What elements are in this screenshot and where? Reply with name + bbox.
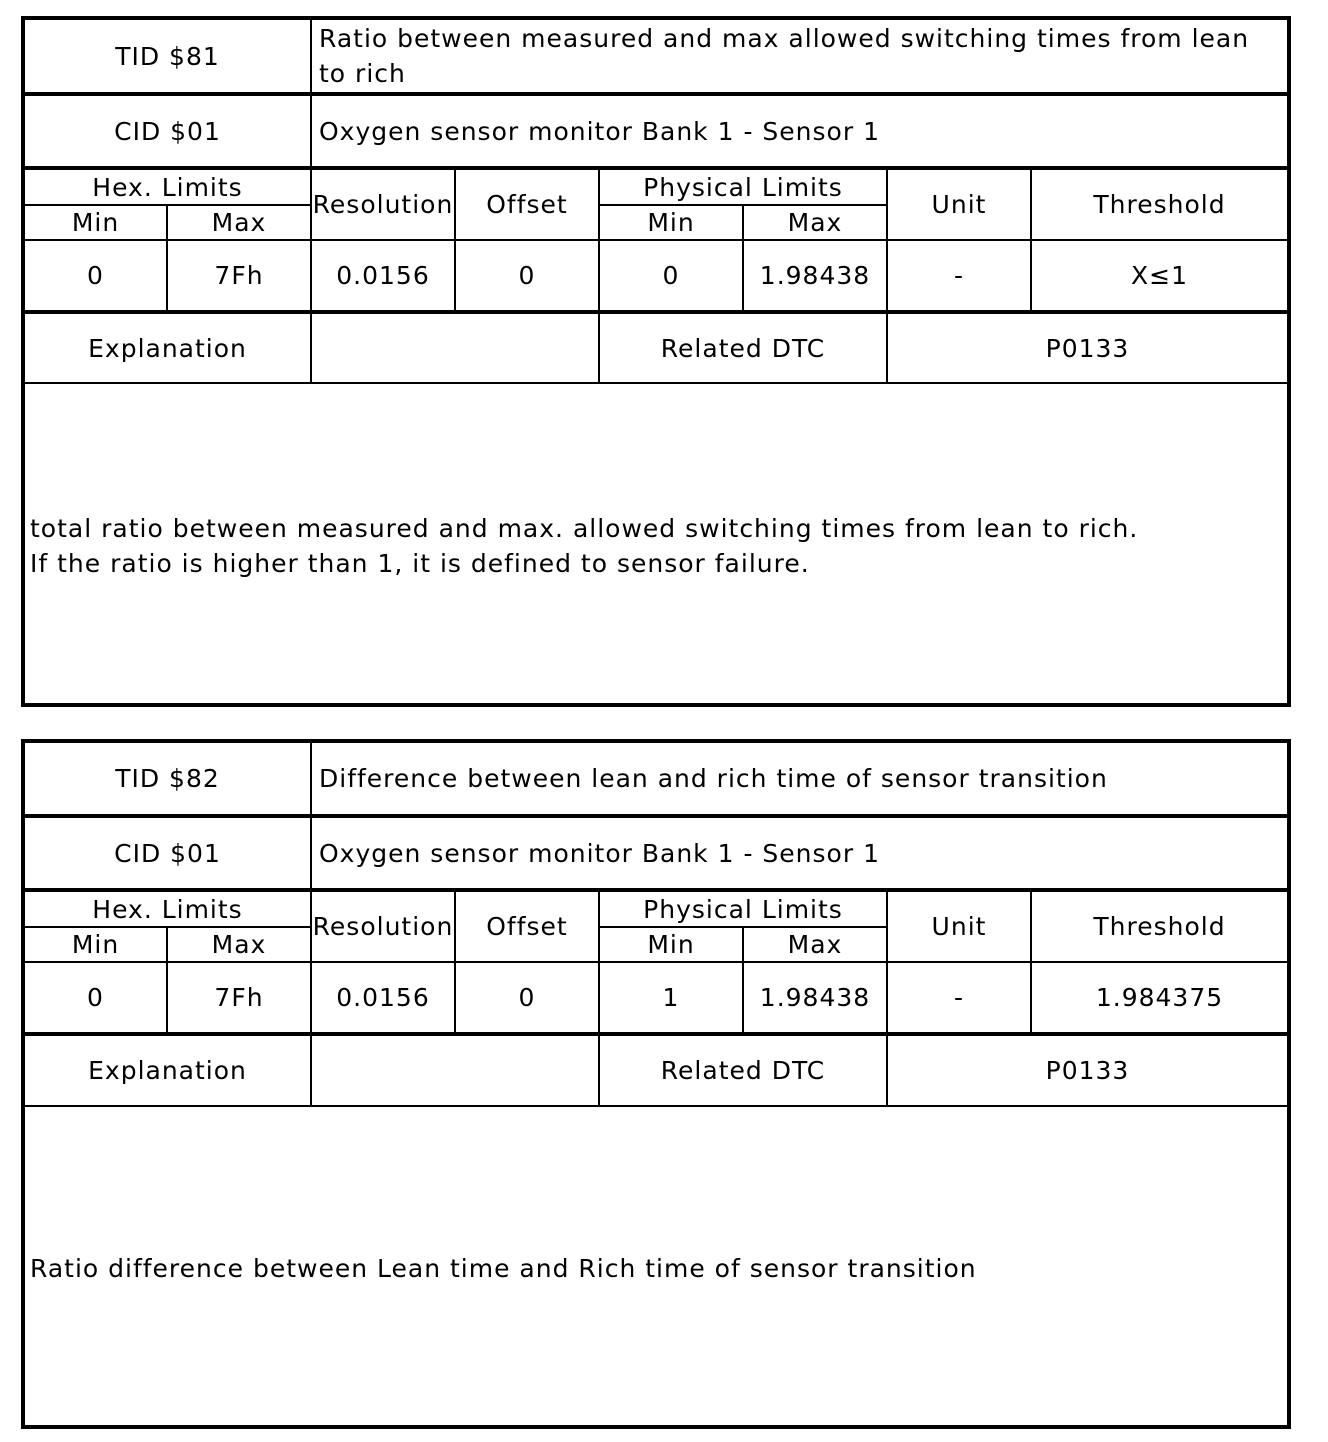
threshold-header: Threshold bbox=[1093, 912, 1226, 941]
physical-limits-header: Physical Limits bbox=[643, 172, 843, 202]
hex-min-value: 0 bbox=[87, 983, 104, 1012]
phys-min-value: 1 bbox=[662, 983, 680, 1012]
cid-description: Oxygen sensor monitor Bank 1 - Sensor 1 bbox=[319, 838, 880, 868]
divider bbox=[25, 382, 1287, 384]
explanation-value bbox=[312, 314, 598, 382]
test-table-tid-81 bbox=[21, 16, 1291, 707]
hex-min-header: Min bbox=[71, 208, 120, 237]
unit-value: - bbox=[953, 983, 965, 1012]
offset-header: Offset bbox=[486, 190, 568, 219]
resolution-header: Resolution bbox=[312, 912, 454, 941]
hex-min-value: 0 bbox=[87, 261, 104, 290]
phys-max-value: 1.98438 bbox=[759, 261, 871, 290]
tid-label: TID $81 bbox=[115, 41, 220, 71]
unit-header: Unit bbox=[931, 912, 987, 941]
cid-label: CID $01 bbox=[114, 838, 221, 868]
phys-max-header: Max bbox=[787, 208, 843, 237]
explanation-text: Ratio difference between Lean time and Rich time of sensor transition bbox=[30, 1254, 977, 1283]
physical-limits-header: Physical Limits bbox=[643, 894, 843, 924]
offset-value: 0 bbox=[518, 261, 536, 290]
hex-min-header: Min bbox=[71, 930, 120, 959]
threshold-value: 1.984375 bbox=[1095, 983, 1224, 1012]
phys-min-header: Min bbox=[647, 208, 695, 237]
cid-label: CID $01 bbox=[114, 116, 221, 146]
tid-label: TID $82 bbox=[115, 764, 220, 793]
tid-description: Ratio between measured and max allowed switching times from lean to rich bbox=[319, 24, 1250, 88]
phys-max-header: Max bbox=[787, 930, 843, 959]
phys-max-value: 1.98438 bbox=[759, 983, 871, 1012]
unit-header: Unit bbox=[931, 190, 987, 219]
resolution-header: Resolution bbox=[312, 190, 454, 219]
cid-description: Oxygen sensor monitor Bank 1 - Sensor 1 bbox=[319, 116, 880, 146]
resolution-value: 0.0156 bbox=[336, 261, 430, 290]
explanation-label: Explanation bbox=[88, 333, 247, 363]
hex-max-header: Max bbox=[211, 208, 267, 237]
explanation-text: total ratio between measured and max. allowed switching times from lean to rich. If the ratio is higher than 1, it is defined to sensor failure. bbox=[30, 514, 1139, 578]
related-dtc-value: P0133 bbox=[1045, 333, 1130, 363]
hex-limits-header: Hex. Limits bbox=[92, 172, 243, 202]
hex-max-value: 7Fh bbox=[214, 261, 264, 290]
tid-description: Difference between lean and rich time of sensor transition bbox=[319, 764, 1108, 793]
phys-min-header: Min bbox=[647, 930, 695, 959]
offset-value: 0 bbox=[518, 983, 536, 1012]
hex-max-header: Max bbox=[211, 930, 267, 959]
related-dtc-label: Related DTC bbox=[660, 333, 826, 363]
related-dtc-value: P0133 bbox=[1045, 1056, 1130, 1085]
divider bbox=[25, 1105, 1287, 1107]
threshold-header: Threshold bbox=[1093, 190, 1226, 219]
test-table-tid-82 bbox=[21, 739, 1291, 1429]
threshold-value: X≤1 bbox=[1131, 261, 1188, 290]
hex-limits-header: Hex. Limits bbox=[92, 894, 243, 924]
hex-max-value: 7Fh bbox=[214, 983, 264, 1012]
phys-min-value: 0 bbox=[662, 261, 680, 290]
resolution-value: 0.0156 bbox=[336, 983, 430, 1012]
offset-header: Offset bbox=[486, 912, 568, 941]
related-dtc-label: Related DTC bbox=[660, 1056, 826, 1085]
unit-value: - bbox=[953, 261, 965, 290]
explanation-label: Explanation bbox=[88, 1056, 247, 1085]
explanation-value bbox=[312, 1036, 598, 1105]
